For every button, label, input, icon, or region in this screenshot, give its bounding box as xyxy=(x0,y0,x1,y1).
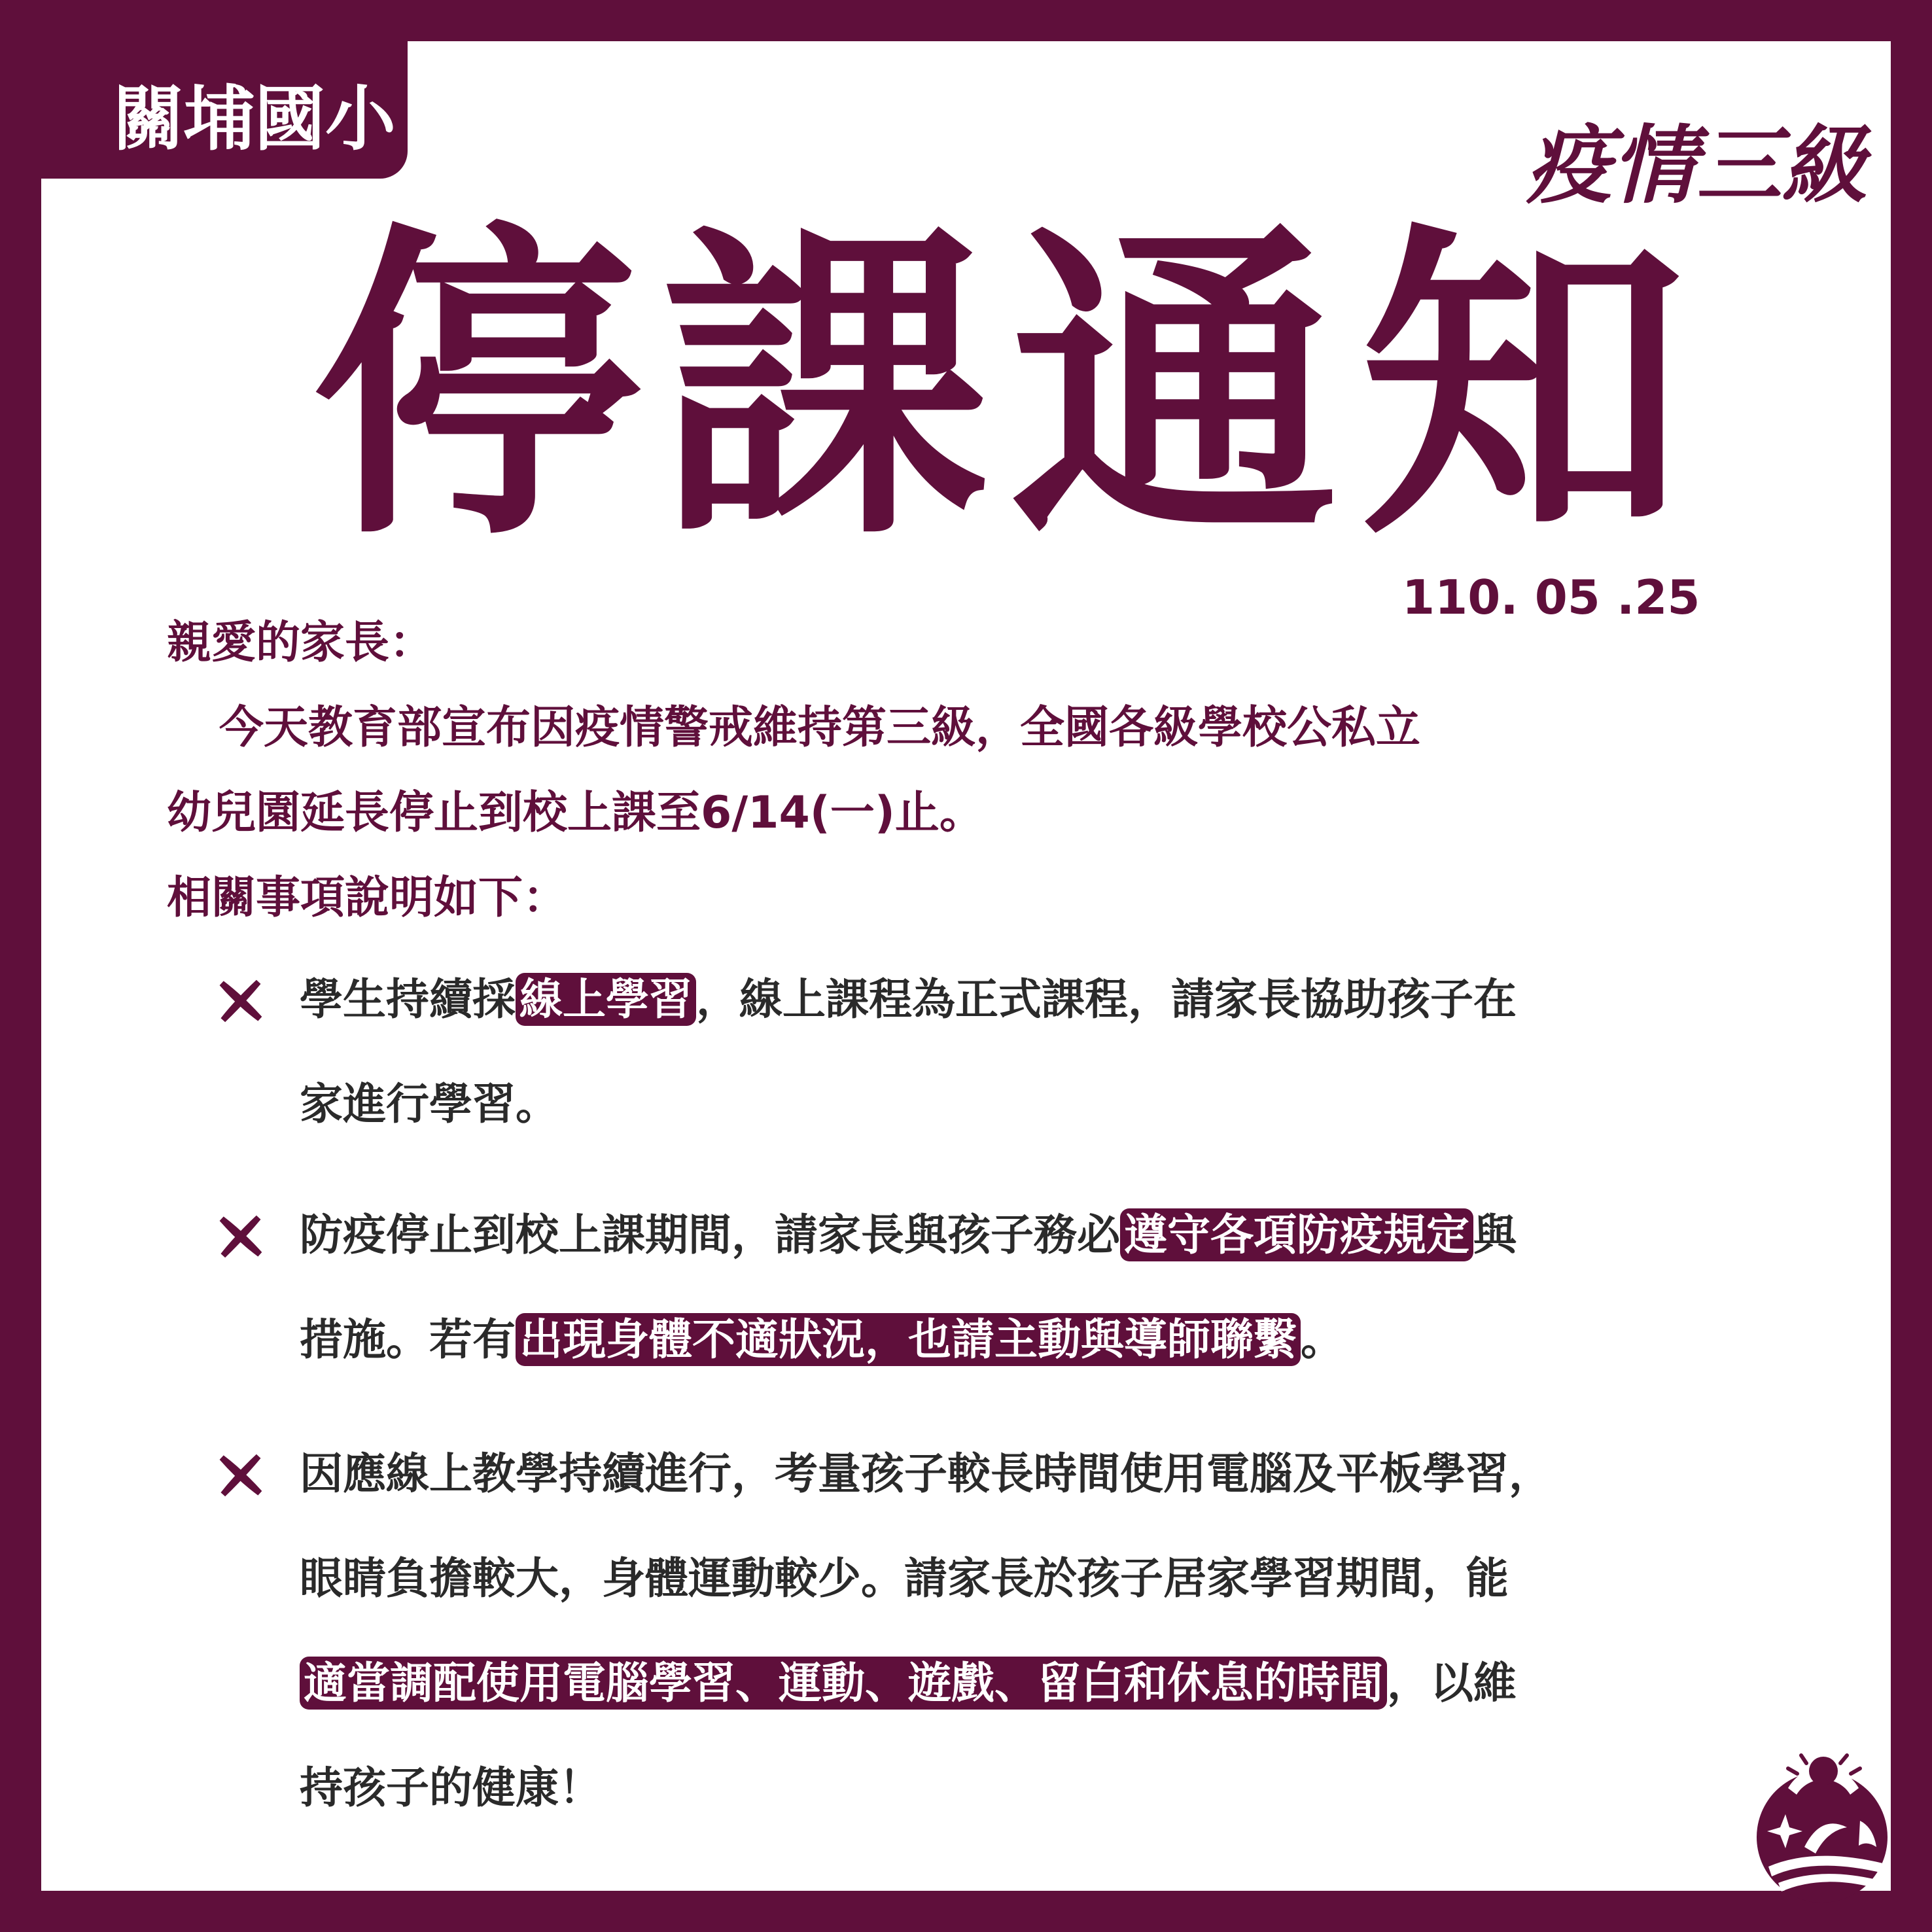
highlight: 遵守各項防疫規定 xyxy=(1120,1208,1473,1261)
x-mark-icon xyxy=(218,1452,264,1498)
highlight: 適當調配使用電腦學習、運動、遊戲、留白和休息的時間 xyxy=(300,1657,1387,1710)
intro-line: 幼兒園延長停止到校上課至6/14(一)止。 xyxy=(167,787,984,839)
school-emblem-icon xyxy=(1742,1749,1899,1906)
list-item-line: 學生持續採線上學習，線上課程為正式課程，請家長協助孩子在 xyxy=(300,974,1517,1025)
x-mark-icon xyxy=(218,1214,264,1259)
alert-level: 疫情三級 xyxy=(1526,116,1867,215)
title-char: 通 xyxy=(1010,198,1338,578)
page-title xyxy=(313,198,1687,578)
title-char: 停 xyxy=(313,198,640,578)
intro-line: 今天教育部宣布因疫情警戒維持第三級，全國各級學校公私立 xyxy=(219,702,1421,754)
x-mark-icon xyxy=(218,978,264,1024)
title-char: 知 xyxy=(1359,198,1687,578)
list-item-line: 措施。若有出現身體不適狀況，也請主動與導師聯繫。 xyxy=(300,1314,1344,1365)
highlight: 線上學習 xyxy=(516,973,696,1026)
title-char: 課 xyxy=(661,198,989,578)
highlight: 出現身體不適狀況，也請主動與導師聯繫 xyxy=(516,1313,1301,1366)
list-item-line: 因應線上教學持續進行，考量孩子較長時間使用電腦及平板學習， xyxy=(300,1449,1552,1499)
list-item-line: 家進行學習。 xyxy=(300,1079,559,1129)
list-item-line: 眼睛負擔較大，身體運動較少。請家長於孩子居家學習期間，能 xyxy=(300,1553,1509,1604)
list-item-line: 防疫停止到校上課期間，請家長與孩子務必遵守各項防疫規定與 xyxy=(300,1210,1517,1260)
notice-date: 110. 05 .25 xyxy=(1402,570,1700,625)
greeting: 親愛的家長： xyxy=(167,617,434,669)
list-item-line: 持孩子的健康！ xyxy=(300,1763,602,1813)
notice-panel xyxy=(41,41,1891,1891)
list-item-line: 適當調配使用電腦學習、運動、遊戲、留白和休息的時間，以維 xyxy=(300,1651,1517,1716)
school-name: 關埔國小 xyxy=(113,79,396,160)
intro-heading: 相關事項說明如下： xyxy=(167,872,568,924)
